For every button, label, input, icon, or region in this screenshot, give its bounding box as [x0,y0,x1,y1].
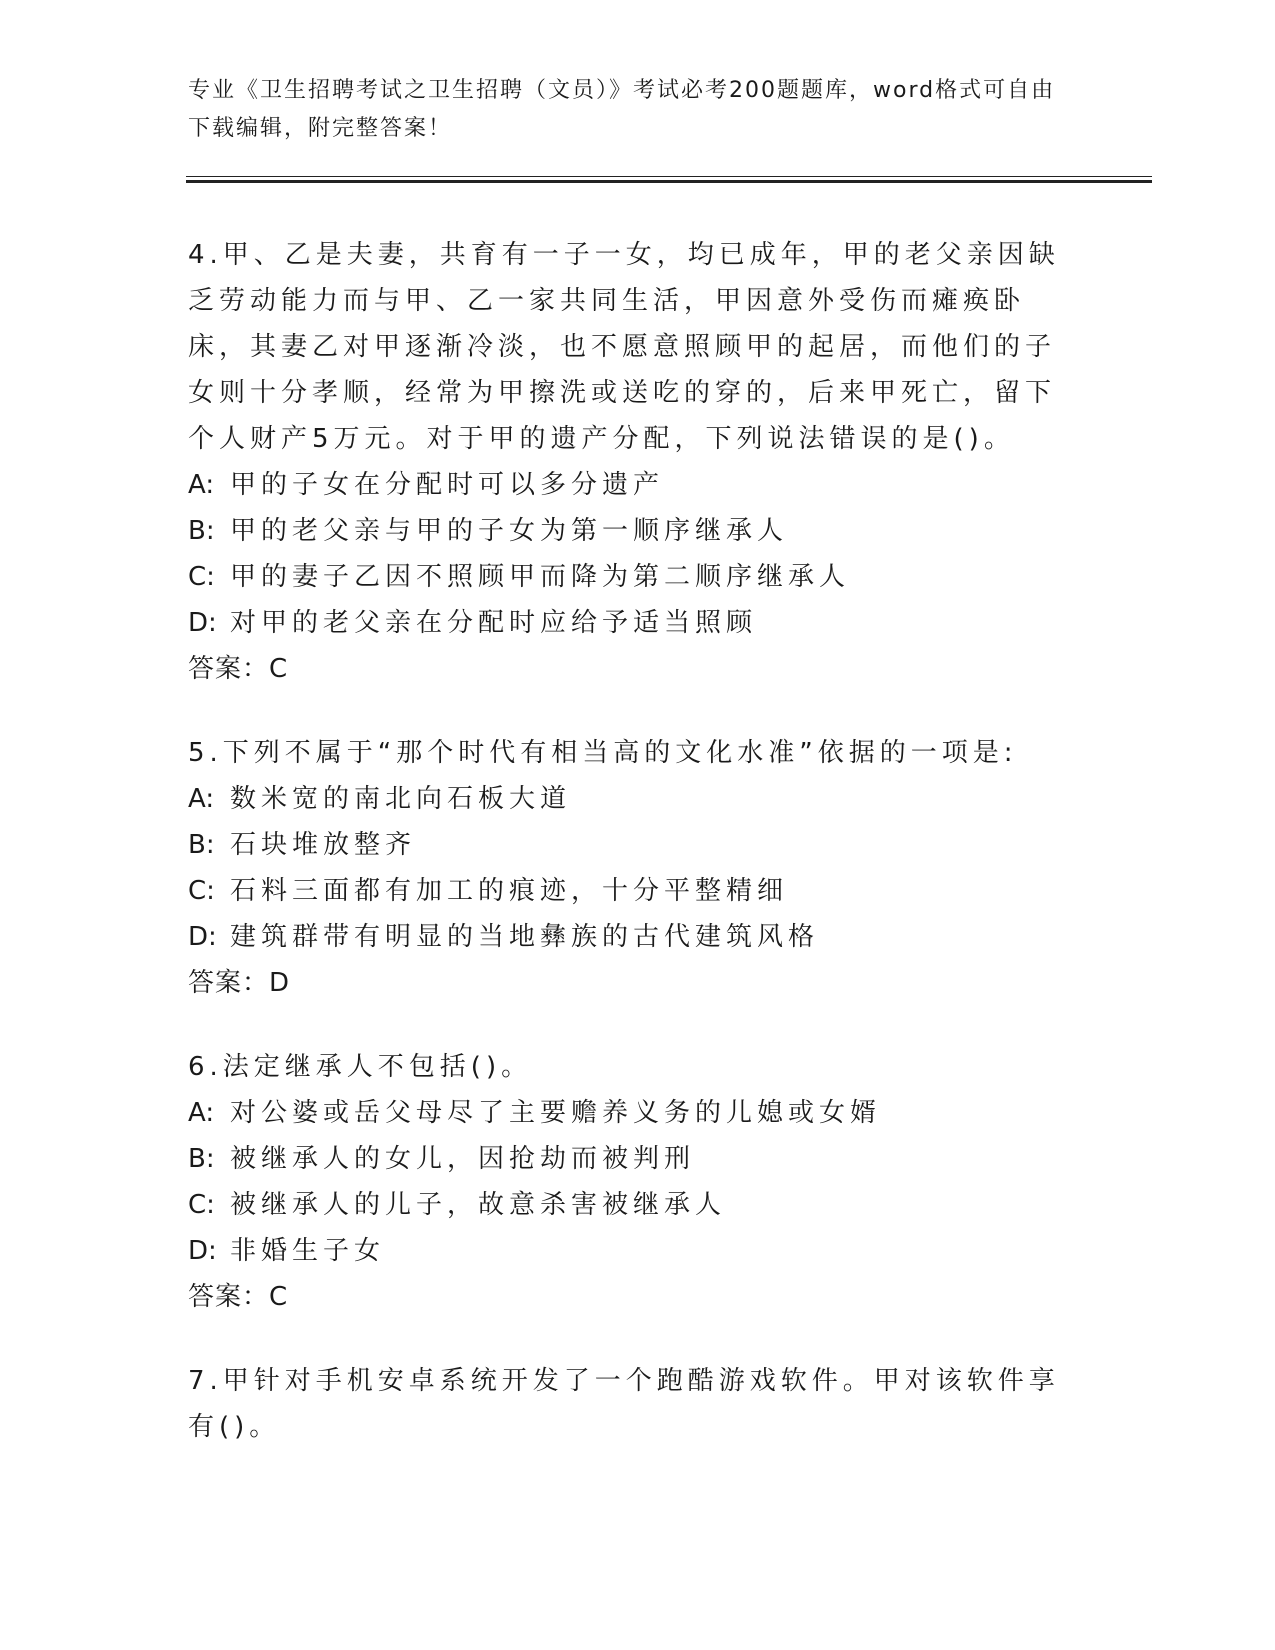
option-c [188,868,1068,914]
option-letter: A: [188,784,215,814]
option-letter: B: [188,1144,215,1174]
option-text: 对公婆或岳父母尽了主要赡养义务的儿媳或女婿 [230,1098,882,1128]
answer-line: 答案：D [188,968,291,998]
option-a [188,462,1068,508]
option-c [188,1182,1068,1228]
question-6 [188,1044,1068,1320]
question-stem: 4.甲、乙是夫妻，共育有一子一女，均已成年，甲的老父亲因缺乏劳动能力而与甲、乙一家共同生活，甲因意外受伤而瘫痪卧床，其妻乙对甲逐渐冷淡，也不愿意照顾甲的起居，而他们的子女则十分孝顺，经常为甲擦洗或送吃的穿的，后来甲死亡，留下个人财产5万元。对于甲的遗产分配，下列说法错误的是()。 [188,240,1060,454]
option-text: 石料三面都有加工的痕迹，十分平整精细 [230,876,789,906]
option-letter: A: [188,1098,215,1128]
option-text: 甲的子女在分配时可以多分遗产 [230,470,665,500]
option-letter: B: [188,830,215,860]
answer-line: 答案：C [188,1282,289,1312]
option-letter: A: [188,470,215,500]
option-text: 被继承人的女儿，因抢劫而被判刑 [230,1144,696,1174]
option-letter: C: [188,562,215,592]
option-b [188,822,1068,868]
option-letter: C: [188,1190,215,1220]
option-letter: B: [188,516,215,546]
question-4 [188,232,1068,692]
option-letter: D: [188,922,217,952]
option-d [188,600,1068,646]
option-a [188,776,1068,822]
option-text: 建筑群带有明显的当地彝族的古代建筑风格 [230,922,820,952]
option-text: 甲的妻子乙因不照顾甲而降为第二顺序继承人 [230,562,851,592]
question-list [188,232,1068,1488]
option-b [188,1136,1068,1182]
option-text: 对甲的老父亲在分配时应给予适当照顾 [230,608,758,638]
option-b [188,508,1068,554]
option-letter: C: [188,876,215,906]
option-d [188,914,1068,960]
option-d [188,1228,1068,1274]
question-7 [188,1358,1068,1450]
option-text: 被继承人的儿子，故意杀害被继承人 [230,1190,727,1220]
option-c [188,554,1068,600]
option-text: 非婚生子女 [230,1236,386,1266]
option-text: 甲的老父亲与甲的子女为第一顺序继承人 [230,516,789,546]
question-stem: 5.下列不属于“那个时代有相当高的文化水准”依据的一项是: [188,738,1018,768]
question-stem: 6.法定继承人不包括()。 [188,1052,533,1082]
header-divider-thick [186,180,1152,183]
header-divider-thin [186,176,1152,177]
document-header: 专业《卫生招聘考试之卫生招聘（文员）》考试必考200题题库，word格式可自由下载编辑，附完整答案！ [188,78,1056,141]
option-text: 数米宽的南北向石板大道 [230,784,572,814]
option-text: 石块堆放整齐 [230,830,417,860]
option-a [188,1090,1068,1136]
option-letter: D: [188,608,217,638]
answer-line: 答案：C [188,654,289,684]
question-stem: 7.甲针对手机安卓系统开发了一个跑酷游戏软件。甲对该软件享有()。 [188,1366,1060,1442]
option-letter: D: [188,1236,217,1266]
question-5 [188,730,1068,1006]
